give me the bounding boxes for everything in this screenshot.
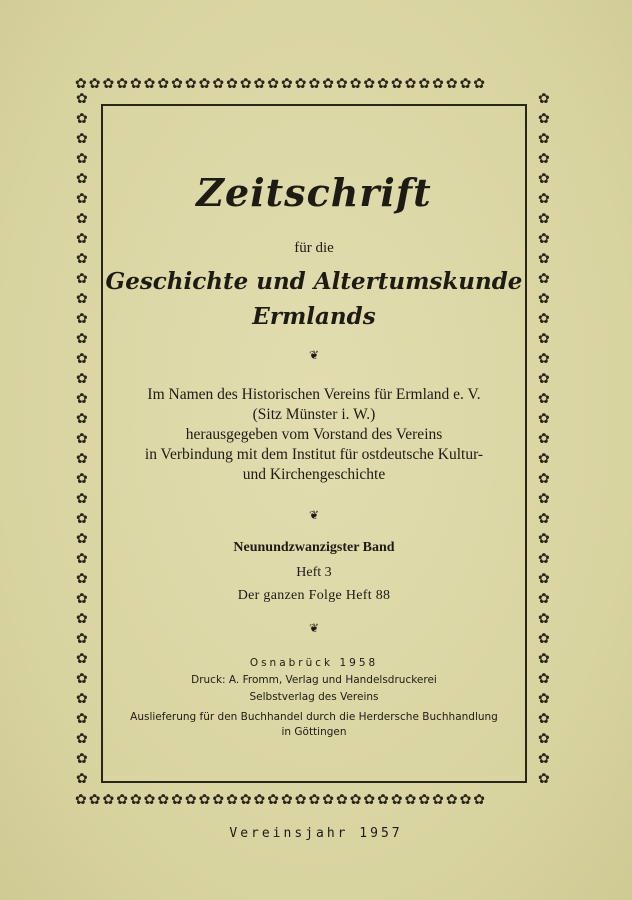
flower-ornament-icon: ✿ xyxy=(418,77,433,92)
flower-ornament-icon: ✿ xyxy=(538,451,552,467)
flower-ornament-icon: ✿ xyxy=(102,793,117,808)
flower-ornament-icon: ✿ xyxy=(76,691,90,707)
flower-ornament-icon: ✿ xyxy=(76,771,90,787)
flower-ornament-icon: ✿ xyxy=(538,651,552,667)
association-year: Vereinsjahr 1957 xyxy=(229,826,403,841)
flower-ornament-icon: ✿ xyxy=(76,131,90,147)
flower-ornament-icon: ✿ xyxy=(473,793,488,808)
flower-ornament-icon: ✿ xyxy=(212,77,227,92)
flower-ornament-icon: ✿ xyxy=(212,793,227,808)
journal-title: Zeitschrift xyxy=(196,170,432,215)
flower-ornament-icon: ✿ xyxy=(335,793,350,808)
flower-ornament-icon: ✿ xyxy=(538,571,552,587)
flower-ornament-icon: ✿ xyxy=(459,793,474,808)
flower-ornament-icon: ✿ xyxy=(143,793,158,808)
flower-ornament-icon: ✿ xyxy=(76,711,90,727)
ornament-border-top xyxy=(75,77,555,93)
paragraph-line: und Kirchengeschichte xyxy=(242,466,386,483)
flower-ornament-icon: ✿ xyxy=(198,793,213,808)
flower-ornament-icon: ✿ xyxy=(538,731,552,747)
flower-ornament-icon: ✿ xyxy=(445,77,460,92)
flower-ornament-icon: ✿ xyxy=(538,611,552,627)
flower-ornament-icon: ✿ xyxy=(538,251,552,267)
flower-ornament-icon: ✿ xyxy=(76,191,90,207)
flower-ornament-icon: ✿ xyxy=(538,311,552,327)
flower-ornament-icon: ✿ xyxy=(116,77,130,92)
flower-ornament-icon: ✿ xyxy=(226,77,240,92)
flower-ornament-icon: ✿ xyxy=(538,551,552,567)
flower-ornament-icon: ✿ xyxy=(538,231,552,247)
flower-ornament-icon: ✿ xyxy=(538,371,552,387)
flower-ornament-icon: ✿ xyxy=(76,411,90,427)
flower-ornament-icon: ✿ xyxy=(281,77,295,92)
flower-ornament-icon: ✿ xyxy=(432,77,446,92)
flower-ornament-icon: ✿ xyxy=(76,391,90,407)
flower-ornament-icon: ✿ xyxy=(75,77,89,92)
flower-ornament-icon: ✿ xyxy=(377,77,391,92)
flower-ornament-icon: ✿ xyxy=(76,351,90,367)
leaf-ornament-icon: ❦ xyxy=(308,508,320,522)
flower-ornament-icon: ✿ xyxy=(76,731,90,747)
flower-ornament-icon: ✿ xyxy=(538,591,552,607)
flower-ornament-icon: ✿ xyxy=(76,231,90,247)
flower-ornament-icon: ✿ xyxy=(76,251,90,267)
subtitle-line-2: Ermlands xyxy=(252,303,376,330)
flower-ornament-icon: ✿ xyxy=(538,131,552,147)
leaf-ornament-icon: ❦ xyxy=(308,621,320,635)
flower-ornament-icon: ✿ xyxy=(335,77,350,92)
flower-ornament-icon: ✿ xyxy=(76,92,90,107)
distribution-line: in Göttingen xyxy=(281,726,347,738)
flower-ornament-icon: ✿ xyxy=(538,691,552,707)
flower-ornament-icon: ✿ xyxy=(76,151,90,167)
flower-ornament-icon: ✿ xyxy=(239,793,254,808)
flower-ornament-icon: ✿ xyxy=(76,611,90,627)
place-year: Osnabrück 1958 xyxy=(249,657,379,669)
distribution-line: Auslieferung für den Buchhandel durch die Herdersche Buchhandlung xyxy=(130,711,498,723)
flower-ornament-icon: ✿ xyxy=(349,77,364,92)
paragraph-line: (Sitz Münster i. W.) xyxy=(252,406,376,423)
ornament-border-right xyxy=(538,92,554,792)
flower-ornament-icon: ✿ xyxy=(267,77,282,92)
flower-ornament-icon: ✿ xyxy=(538,271,552,287)
leaf-ornament-icon: ❦ xyxy=(308,348,320,362)
flower-ornament-icon: ✿ xyxy=(349,793,364,808)
fuer-die-text: für die xyxy=(294,240,334,256)
flower-ornament-icon: ✿ xyxy=(76,171,90,187)
flower-ornament-icon: ✿ xyxy=(76,311,90,327)
flower-ornament-icon: ✿ xyxy=(538,511,552,527)
flower-ornament-icon: ✿ xyxy=(538,171,552,187)
flower-ornament-icon: ✿ xyxy=(171,77,185,92)
flower-ornament-icon: ✿ xyxy=(184,77,199,92)
flower-ornament-icon: ✿ xyxy=(538,191,552,207)
subtitle-line-1: Geschichte und Altertumskunde xyxy=(105,268,523,295)
flower-ornament-icon: ✿ xyxy=(253,77,268,92)
flower-ornament-icon: ✿ xyxy=(267,793,282,808)
flower-ornament-icon: ✿ xyxy=(390,77,405,92)
flower-ornament-icon: ✿ xyxy=(538,671,552,687)
series-issue: Der ganzen Folge Heft 88 xyxy=(237,588,391,603)
flower-ornament-icon: ✿ xyxy=(76,631,90,647)
flower-ornament-icon: ✿ xyxy=(76,471,90,487)
paragraph-line: Im Namen des Historischen Vereins für Ermland e. V. xyxy=(147,386,481,403)
flower-ornament-icon: ✿ xyxy=(473,77,488,92)
flower-ornament-icon: ✿ xyxy=(76,291,90,307)
flower-ornament-icon: ✿ xyxy=(322,77,336,92)
flower-ornament-icon: ✿ xyxy=(76,511,90,527)
publisher-paragraph xyxy=(101,385,527,485)
paragraph-line: herausgegeben vom Vorstand des Vereins xyxy=(185,426,443,443)
flower-ornament-icon: ✿ xyxy=(404,793,419,808)
flower-ornament-icon: ✿ xyxy=(404,77,419,92)
flower-ornament-icon: ✿ xyxy=(538,471,552,487)
paragraph-line: in Verbindung mit dem Institut für ostdeutsche Kultur- xyxy=(144,446,484,463)
flower-ornament-icon: ✿ xyxy=(538,211,552,227)
flower-ornament-icon: ✿ xyxy=(76,671,90,687)
flower-ornament-icon: ✿ xyxy=(390,793,405,808)
flower-ornament-icon: ✿ xyxy=(459,77,474,92)
flower-ornament-icon: ✿ xyxy=(239,77,254,92)
flower-ornament-icon: ✿ xyxy=(76,531,90,547)
flower-ornament-icon: ✿ xyxy=(102,77,117,92)
flower-ornament-icon: ✿ xyxy=(538,531,552,547)
flower-ornament-icon: ✿ xyxy=(76,451,90,467)
flower-ornament-icon: ✿ xyxy=(322,793,336,808)
flower-ornament-icon: ✿ xyxy=(538,291,552,307)
flower-ornament-icon: ✿ xyxy=(538,331,552,347)
flower-ornament-icon: ✿ xyxy=(76,491,90,507)
flower-ornament-icon: ✿ xyxy=(308,77,323,92)
flower-ornament-icon: ✿ xyxy=(88,77,103,92)
flower-ornament-icon: ✿ xyxy=(253,793,268,808)
flower-ornament-icon: ✿ xyxy=(538,771,552,787)
flower-ornament-icon: ✿ xyxy=(538,491,552,507)
flower-ornament-icon: ✿ xyxy=(75,793,89,808)
volume-title: Neunundzwanzigster Band xyxy=(233,540,395,555)
printer-line: Druck: A. Fromm, Verlag und Handelsdruckerei xyxy=(191,674,437,686)
flower-ornament-icon: ✿ xyxy=(76,751,90,767)
flower-ornament-icon: ✿ xyxy=(157,77,172,92)
flower-ornament-icon: ✿ xyxy=(76,371,90,387)
flower-ornament-icon: ✿ xyxy=(538,631,552,647)
flower-ornament-icon: ✿ xyxy=(129,77,144,92)
flower-ornament-icon: ✿ xyxy=(281,793,295,808)
flower-ornament-icon: ✿ xyxy=(538,92,552,107)
flower-ornament-icon: ✿ xyxy=(294,77,309,92)
flower-ornament-icon: ✿ xyxy=(538,751,552,767)
flower-ornament-icon: ✿ xyxy=(76,591,90,607)
flower-ornament-icon: ✿ xyxy=(538,391,552,407)
flower-ornament-icon: ✿ xyxy=(538,351,552,367)
flower-ornament-icon: ✿ xyxy=(76,111,90,127)
flower-ornament-icon: ✿ xyxy=(76,551,90,567)
flower-ornament-icon: ✿ xyxy=(76,211,90,227)
flower-ornament-icon: ✿ xyxy=(116,793,130,808)
flower-ornament-icon: ✿ xyxy=(445,793,460,808)
flower-ornament-icon: ✿ xyxy=(377,793,391,808)
flower-ornament-icon: ✿ xyxy=(538,111,552,127)
flower-ornament-icon: ✿ xyxy=(432,793,446,808)
flower-ornament-icon: ✿ xyxy=(76,651,90,667)
flower-ornament-icon: ✿ xyxy=(538,411,552,427)
ornament-border-bottom xyxy=(75,793,555,809)
flower-ornament-icon: ✿ xyxy=(184,793,199,808)
flower-ornament-icon: ✿ xyxy=(226,793,240,808)
self-publisher-line: Selbstverlag des Vereins xyxy=(249,691,379,703)
flower-ornament-icon: ✿ xyxy=(76,331,90,347)
flower-ornament-icon: ✿ xyxy=(88,793,103,808)
flower-ornament-icon: ✿ xyxy=(171,793,185,808)
flower-ornament-icon: ✿ xyxy=(76,271,90,287)
flower-ornament-icon: ✿ xyxy=(157,793,172,808)
flower-ornament-icon: ✿ xyxy=(363,77,378,92)
flower-ornament-icon: ✿ xyxy=(294,793,309,808)
flower-ornament-icon: ✿ xyxy=(76,431,90,447)
flower-ornament-icon: ✿ xyxy=(538,711,552,727)
distribution-text xyxy=(101,710,527,740)
flower-ornament-icon: ✿ xyxy=(143,77,158,92)
flower-ornament-icon: ✿ xyxy=(129,793,144,808)
issue-number: Heft 3 xyxy=(296,565,332,580)
flower-ornament-icon: ✿ xyxy=(538,151,552,167)
flower-ornament-icon: ✿ xyxy=(76,571,90,587)
flower-ornament-icon: ✿ xyxy=(418,793,433,808)
flower-ornament-icon: ✿ xyxy=(198,77,213,92)
flower-ornament-icon: ✿ xyxy=(538,431,552,447)
flower-ornament-icon: ✿ xyxy=(308,793,323,808)
ornament-border-left xyxy=(76,92,92,792)
flower-ornament-icon: ✿ xyxy=(363,793,378,808)
